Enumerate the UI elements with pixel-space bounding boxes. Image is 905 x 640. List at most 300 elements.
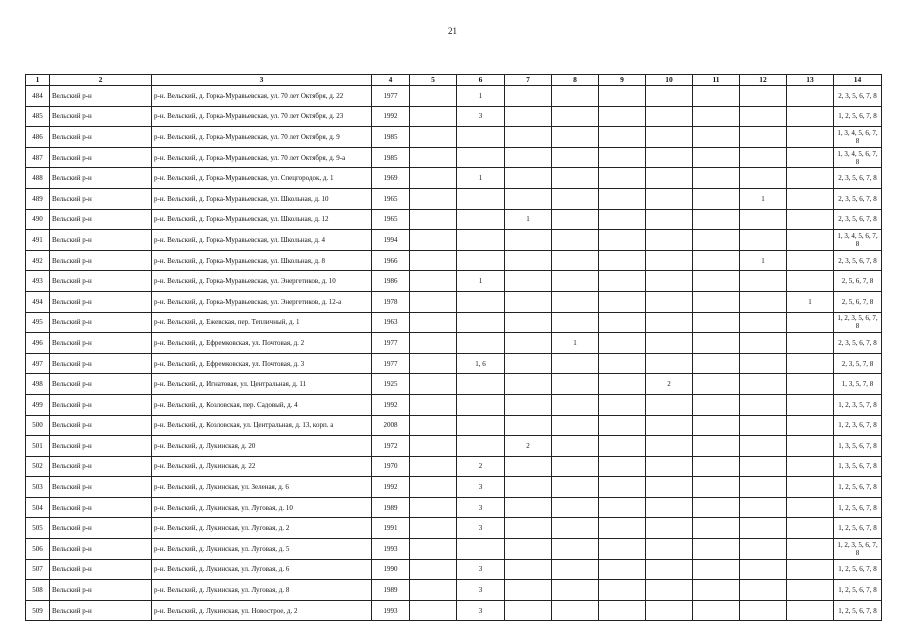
cell-col-13 xyxy=(787,168,834,189)
cell-col-11 xyxy=(693,168,740,189)
cell-col-10 xyxy=(646,518,693,539)
cell-col-5 xyxy=(410,106,457,127)
cell-year: 1985 xyxy=(372,147,410,168)
cell-col-11 xyxy=(693,394,740,415)
cell-col-14: 2, 3, 5, 6, 7, 8 xyxy=(834,168,882,189)
cell-address: р-н. Вельский, д. Лукинская, ул. Луговая, д. 2 xyxy=(152,518,372,539)
cell-year: 1977 xyxy=(372,86,410,107)
cell-row-number: 499 xyxy=(26,394,50,415)
cell-col-14: 1, 3, 5, 7, 8 xyxy=(834,374,882,395)
cell-col-5 xyxy=(410,374,457,395)
cell-col-10 xyxy=(646,230,693,251)
cell-address: р-н. Вельский, д. Козловская, ул. Центральная, д. 13, корп. а xyxy=(152,415,372,436)
cell-col-9 xyxy=(599,477,646,498)
cell-col-13 xyxy=(787,580,834,601)
cell-col-8 xyxy=(552,230,599,251)
cell-district: Вельский р-н xyxy=(50,580,152,601)
cell-year: 1994 xyxy=(372,230,410,251)
header-row xyxy=(26,75,882,86)
table-row xyxy=(26,518,882,539)
cell-col-11 xyxy=(693,456,740,477)
cell-col-11 xyxy=(693,559,740,580)
cell-district: Вельский р-н xyxy=(50,168,152,189)
cell-col-12 xyxy=(740,374,787,395)
cell-col-8 xyxy=(552,497,599,518)
cell-address: р-н. Вельский, д. Горка-Муравьевская, ул. 70 лет Октября, д. 22 xyxy=(152,86,372,107)
cell-col-11 xyxy=(693,106,740,127)
cell-year: 1977 xyxy=(372,353,410,374)
cell-address: р-н. Вельский, д. Игнатовая, ул. Центральная, д. 11 xyxy=(152,374,372,395)
cell-district: Вельский р-н xyxy=(50,374,152,395)
cell-col-10 xyxy=(646,394,693,415)
cell-row-number: 485 xyxy=(26,106,50,127)
cell-row-number: 494 xyxy=(26,291,50,312)
cell-col-8 xyxy=(552,147,599,168)
cell-col-6 xyxy=(457,127,505,148)
cell-address: р-н. Вельский, д. Ефремковская, ул. Почтовая, д. 2 xyxy=(152,333,372,354)
cell-col-10 xyxy=(646,415,693,436)
cell-col-6: 1 xyxy=(457,168,505,189)
cell-address: р-н. Вельский, д. Горка-Муравьевская, ул. Энергетиков, д. 10 xyxy=(152,271,372,292)
column-header-8: 8 xyxy=(552,75,599,86)
cell-col-5 xyxy=(410,539,457,560)
cell-col-11 xyxy=(693,333,740,354)
cell-col-8 xyxy=(552,477,599,498)
cell-row-number: 501 xyxy=(26,436,50,457)
cell-district: Вельский р-н xyxy=(50,559,152,580)
cell-col-9 xyxy=(599,353,646,374)
cell-address: р-н. Вельский, д. Лукинская, д. 22 xyxy=(152,456,372,477)
cell-col-14: 1, 2, 3, 6, 7, 8 xyxy=(834,415,882,436)
cell-col-10 xyxy=(646,333,693,354)
cell-col-5 xyxy=(410,580,457,601)
cell-col-10 xyxy=(646,580,693,601)
cell-col-11 xyxy=(693,353,740,374)
cell-col-14: 2, 3, 5, 6, 7, 8 xyxy=(834,250,882,271)
cell-year: 1989 xyxy=(372,580,410,601)
cell-address: р-н. Вельский, д. Ежевская, пер. Тепличный, д. 1 xyxy=(152,312,372,333)
cell-col-9 xyxy=(599,250,646,271)
column-header-14: 14 xyxy=(834,75,882,86)
table-row xyxy=(26,477,882,498)
cell-col-9 xyxy=(599,271,646,292)
cell-col-7 xyxy=(505,600,552,621)
cell-col-10 xyxy=(646,312,693,333)
table-row xyxy=(26,230,882,251)
cell-address: р-н. Вельский, д. Горка-Муравьевская, ул. Школьная, д. 10 xyxy=(152,188,372,209)
cell-address: р-н. Вельский, д. Горка-Муравьевская, ул. Школьная, д. 8 xyxy=(152,250,372,271)
column-header-12: 12 xyxy=(740,75,787,86)
table-header xyxy=(26,75,882,86)
cell-district: Вельский р-н xyxy=(50,477,152,498)
cell-col-14: 1, 2, 5, 6, 7, 8 xyxy=(834,518,882,539)
cell-col-12 xyxy=(740,291,787,312)
cell-col-11 xyxy=(693,436,740,457)
cell-col-9 xyxy=(599,147,646,168)
cell-col-8 xyxy=(552,374,599,395)
cell-col-5 xyxy=(410,456,457,477)
cell-address: р-н. Вельский, д. Лукинская, ул. Луговая, д. 8 xyxy=(152,580,372,601)
cell-col-13 xyxy=(787,477,834,498)
cell-row-number: 507 xyxy=(26,559,50,580)
cell-district: Вельский р-н xyxy=(50,436,152,457)
column-header-10: 10 xyxy=(646,75,693,86)
cell-col-7 xyxy=(505,291,552,312)
cell-col-5 xyxy=(410,250,457,271)
cell-col-8 xyxy=(552,291,599,312)
cell-col-10 xyxy=(646,86,693,107)
cell-col-6: 3 xyxy=(457,106,505,127)
cell-col-8 xyxy=(552,188,599,209)
cell-address: р-н. Вельский, д. Горка-Муравьевская, ул. Энергетиков, д. 12-а xyxy=(152,291,372,312)
cell-address: р-н. Вельский, д. Лукинская, ул. Луговая, д. 6 xyxy=(152,559,372,580)
cell-district: Вельский р-н xyxy=(50,127,152,148)
cell-year: 1992 xyxy=(372,106,410,127)
cell-col-5 xyxy=(410,168,457,189)
cell-col-8 xyxy=(552,600,599,621)
cell-col-5 xyxy=(410,188,457,209)
cell-col-14: 2, 3, 5, 6, 7, 8 xyxy=(834,209,882,230)
cell-col-8 xyxy=(552,353,599,374)
cell-col-12 xyxy=(740,436,787,457)
cell-col-14: 2, 3, 5, 6, 7, 8 xyxy=(834,188,882,209)
cell-district: Вельский р-н xyxy=(50,209,152,230)
cell-col-7 xyxy=(505,230,552,251)
cell-address: р-н. Вельский, д. Лукинская, ул. Новострое, д. 2 xyxy=(152,600,372,621)
cell-col-9 xyxy=(599,497,646,518)
cell-year: 1925 xyxy=(372,374,410,395)
cell-col-6 xyxy=(457,147,505,168)
cell-col-11 xyxy=(693,312,740,333)
cell-col-13 xyxy=(787,209,834,230)
cell-col-5 xyxy=(410,209,457,230)
cell-row-number: 497 xyxy=(26,353,50,374)
cell-year: 1965 xyxy=(372,209,410,230)
cell-col-12 xyxy=(740,415,787,436)
cell-col-8 xyxy=(552,518,599,539)
cell-col-6 xyxy=(457,333,505,354)
cell-col-9 xyxy=(599,580,646,601)
cell-col-5 xyxy=(410,86,457,107)
cell-col-10 xyxy=(646,436,693,457)
cell-address: р-н. Вельский, д. Лукинская, ул. Зеленая, д. 6 xyxy=(152,477,372,498)
cell-col-12 xyxy=(740,477,787,498)
cell-col-5 xyxy=(410,291,457,312)
cell-col-12 xyxy=(740,271,787,292)
cell-col-6 xyxy=(457,374,505,395)
cell-col-7 xyxy=(505,250,552,271)
cell-row-number: 484 xyxy=(26,86,50,107)
cell-col-8 xyxy=(552,209,599,230)
cell-col-14: 2, 3, 5, 7, 8 xyxy=(834,353,882,374)
cell-col-5 xyxy=(410,394,457,415)
cell-year: 1992 xyxy=(372,394,410,415)
cell-col-13 xyxy=(787,86,834,107)
cell-col-13 xyxy=(787,436,834,457)
cell-col-13 xyxy=(787,559,834,580)
cell-col-12 xyxy=(740,518,787,539)
cell-col-10 xyxy=(646,497,693,518)
cell-col-6 xyxy=(457,312,505,333)
cell-col-13 xyxy=(787,497,834,518)
table-row xyxy=(26,271,882,292)
cell-address: р-н. Вельский, д. Горка-Муравьевская, ул. 70 лет Октября, д. 23 xyxy=(152,106,372,127)
cell-col-12 xyxy=(740,209,787,230)
cell-row-number: 503 xyxy=(26,477,50,498)
column-header-2: 2 xyxy=(50,75,152,86)
cell-row-number: 493 xyxy=(26,271,50,292)
table-row xyxy=(26,374,882,395)
cell-col-9 xyxy=(599,127,646,148)
cell-col-14: 2, 3, 5, 6, 7, 8 xyxy=(834,333,882,354)
cell-col-8 xyxy=(552,127,599,148)
cell-row-number: 506 xyxy=(26,539,50,560)
cell-col-8 xyxy=(552,415,599,436)
cell-address: р-н. Вельский, д. Горка-Муравьевская, ул. 70 лет Октября, д. 9 xyxy=(152,127,372,148)
cell-col-5 xyxy=(410,127,457,148)
cell-year: 1977 xyxy=(372,333,410,354)
cell-col-6: 3 xyxy=(457,600,505,621)
cell-col-13 xyxy=(787,394,834,415)
cell-col-10 xyxy=(646,600,693,621)
table-row xyxy=(26,188,882,209)
cell-row-number: 498 xyxy=(26,374,50,395)
cell-row-number: 495 xyxy=(26,312,50,333)
cell-col-9 xyxy=(599,333,646,354)
column-header-7: 7 xyxy=(505,75,552,86)
cell-col-10 xyxy=(646,456,693,477)
cell-col-12: 1 xyxy=(740,250,787,271)
cell-row-number: 491 xyxy=(26,230,50,251)
column-header-9: 9 xyxy=(599,75,646,86)
cell-row-number: 490 xyxy=(26,209,50,230)
cell-row-number: 509 xyxy=(26,600,50,621)
cell-col-13 xyxy=(787,374,834,395)
column-header-4: 4 xyxy=(372,75,410,86)
table-row xyxy=(26,497,882,518)
cell-address: р-н. Вельский, д. Ефремковская, ул. Почтовая, д. 3 xyxy=(152,353,372,374)
cell-col-13 xyxy=(787,518,834,539)
cell-col-11 xyxy=(693,86,740,107)
cell-col-14: 1, 3, 5, 6, 7, 8 xyxy=(834,436,882,457)
cell-year: 1972 xyxy=(372,436,410,457)
column-header-6: 6 xyxy=(457,75,505,86)
cell-address: р-н. Вельский, д. Лукинская, ул. Луговая, д. 10 xyxy=(152,497,372,518)
cell-address: р-н. Вельский, д. Горка-Муравьевская, ул. Школьная, д. 12 xyxy=(152,209,372,230)
page-number: 21 xyxy=(448,26,457,36)
table-row xyxy=(26,168,882,189)
table-row xyxy=(26,312,882,333)
column-header-13: 13 xyxy=(787,75,834,86)
cell-col-7 xyxy=(505,477,552,498)
cell-year: 1986 xyxy=(372,271,410,292)
cell-col-7 xyxy=(505,86,552,107)
registry-table xyxy=(25,74,882,621)
cell-col-14: 1, 2, 3, 5, 6, 7, 8 xyxy=(834,312,882,333)
cell-col-13 xyxy=(787,415,834,436)
cell-col-9 xyxy=(599,86,646,107)
column-header-1: 1 xyxy=(26,75,50,86)
table-row xyxy=(26,353,882,374)
cell-col-14: 1, 2, 3, 5, 7, 8 xyxy=(834,394,882,415)
cell-col-11 xyxy=(693,271,740,292)
cell-col-9 xyxy=(599,518,646,539)
cell-col-5 xyxy=(410,147,457,168)
cell-col-10 xyxy=(646,250,693,271)
cell-col-9 xyxy=(599,230,646,251)
cell-col-12 xyxy=(740,106,787,127)
cell-col-11 xyxy=(693,127,740,148)
cell-row-number: 492 xyxy=(26,250,50,271)
cell-col-6 xyxy=(457,291,505,312)
table-row xyxy=(26,333,882,354)
cell-col-14: 2, 5, 6, 7, 8 xyxy=(834,291,882,312)
cell-col-7 xyxy=(505,518,552,539)
cell-col-9 xyxy=(599,600,646,621)
cell-col-5 xyxy=(410,333,457,354)
cell-col-6 xyxy=(457,415,505,436)
cell-col-8 xyxy=(552,168,599,189)
cell-col-8 xyxy=(552,312,599,333)
cell-col-14: 1, 2, 5, 6, 7, 8 xyxy=(834,477,882,498)
cell-col-11 xyxy=(693,147,740,168)
cell-address: р-н. Вельский, д. Горка-Муравьевская, ул. Школьная, д. 4 xyxy=(152,230,372,251)
cell-col-7: 2 xyxy=(505,436,552,457)
cell-col-9 xyxy=(599,188,646,209)
cell-col-5 xyxy=(410,518,457,539)
table-row xyxy=(26,106,882,127)
cell-col-9 xyxy=(599,539,646,560)
cell-col-10 xyxy=(646,147,693,168)
cell-col-5 xyxy=(410,600,457,621)
cell-col-6 xyxy=(457,394,505,415)
cell-row-number: 500 xyxy=(26,415,50,436)
cell-year: 1966 xyxy=(372,250,410,271)
cell-col-7 xyxy=(505,127,552,148)
cell-col-13 xyxy=(787,250,834,271)
table-row xyxy=(26,127,882,148)
table-row xyxy=(26,436,882,457)
table-row xyxy=(26,539,882,560)
cell-col-11 xyxy=(693,209,740,230)
cell-year: 1970 xyxy=(372,456,410,477)
cell-col-14: 1, 2, 5, 6, 7, 8 xyxy=(834,559,882,580)
cell-col-5 xyxy=(410,477,457,498)
table-row xyxy=(26,209,882,230)
cell-col-5 xyxy=(410,497,457,518)
cell-col-12 xyxy=(740,559,787,580)
table-body xyxy=(26,86,882,621)
table-row xyxy=(26,291,882,312)
cell-col-6: 3 xyxy=(457,518,505,539)
cell-col-5 xyxy=(410,436,457,457)
cell-year: 1969 xyxy=(372,168,410,189)
cell-col-6: 3 xyxy=(457,559,505,580)
cell-col-7 xyxy=(505,333,552,354)
cell-col-6 xyxy=(457,250,505,271)
cell-col-11 xyxy=(693,477,740,498)
cell-col-8 xyxy=(552,271,599,292)
cell-col-8 xyxy=(552,456,599,477)
cell-col-6: 3 xyxy=(457,497,505,518)
cell-district: Вельский р-н xyxy=(50,250,152,271)
cell-col-5 xyxy=(410,559,457,580)
cell-col-9 xyxy=(599,394,646,415)
cell-col-14: 2, 3, 5, 6, 7, 8 xyxy=(834,86,882,107)
cell-col-11 xyxy=(693,600,740,621)
cell-row-number: 496 xyxy=(26,333,50,354)
cell-col-11 xyxy=(693,580,740,601)
cell-col-11 xyxy=(693,374,740,395)
cell-district: Вельский р-н xyxy=(50,291,152,312)
cell-row-number: 502 xyxy=(26,456,50,477)
cell-col-11 xyxy=(693,518,740,539)
cell-col-13: 1 xyxy=(787,291,834,312)
cell-col-6 xyxy=(457,230,505,251)
cell-col-13 xyxy=(787,147,834,168)
cell-col-12 xyxy=(740,600,787,621)
cell-district: Вельский р-н xyxy=(50,106,152,127)
cell-year: 1989 xyxy=(372,497,410,518)
cell-col-6 xyxy=(457,188,505,209)
cell-col-10 xyxy=(646,127,693,148)
cell-col-14: 1, 2, 5, 6, 7, 8 xyxy=(834,580,882,601)
cell-year: 1993 xyxy=(372,539,410,560)
cell-col-7 xyxy=(505,559,552,580)
cell-address: р-н. Вельский, д. Козловская, пер. Садовый, д. 4 xyxy=(152,394,372,415)
cell-district: Вельский р-н xyxy=(50,230,152,251)
cell-district: Вельский р-н xyxy=(50,456,152,477)
cell-col-10 xyxy=(646,168,693,189)
cell-col-5 xyxy=(410,271,457,292)
cell-col-6 xyxy=(457,209,505,230)
cell-row-number: 504 xyxy=(26,497,50,518)
table-row xyxy=(26,394,882,415)
cell-col-12 xyxy=(740,127,787,148)
cell-col-13 xyxy=(787,127,834,148)
cell-col-8 xyxy=(552,394,599,415)
cell-district: Вельский р-н xyxy=(50,271,152,292)
cell-col-5 xyxy=(410,353,457,374)
cell-col-9 xyxy=(599,106,646,127)
cell-col-14: 1, 3, 4, 5, 6, 7, 8 xyxy=(834,147,882,168)
cell-col-10 xyxy=(646,291,693,312)
cell-col-14: 2, 5, 6, 7, 8 xyxy=(834,271,882,292)
cell-col-11 xyxy=(693,291,740,312)
cell-row-number: 505 xyxy=(26,518,50,539)
cell-col-8 xyxy=(552,580,599,601)
cell-col-12 xyxy=(740,230,787,251)
cell-col-12: 1 xyxy=(740,188,787,209)
cell-district: Вельский р-н xyxy=(50,86,152,107)
cell-district: Вельский р-н xyxy=(50,147,152,168)
cell-col-11 xyxy=(693,539,740,560)
cell-district: Вельский р-н xyxy=(50,333,152,354)
cell-col-7 xyxy=(505,580,552,601)
cell-district: Вельский р-н xyxy=(50,312,152,333)
cell-col-12 xyxy=(740,353,787,374)
cell-col-6 xyxy=(457,539,505,560)
cell-col-13 xyxy=(787,230,834,251)
cell-col-7 xyxy=(505,106,552,127)
cell-col-13 xyxy=(787,353,834,374)
cell-col-14: 1, 2, 5, 6, 7, 8 xyxy=(834,106,882,127)
cell-col-7 xyxy=(505,539,552,560)
cell-col-6 xyxy=(457,436,505,457)
cell-col-12 xyxy=(740,497,787,518)
cell-col-10 xyxy=(646,188,693,209)
cell-col-10 xyxy=(646,209,693,230)
